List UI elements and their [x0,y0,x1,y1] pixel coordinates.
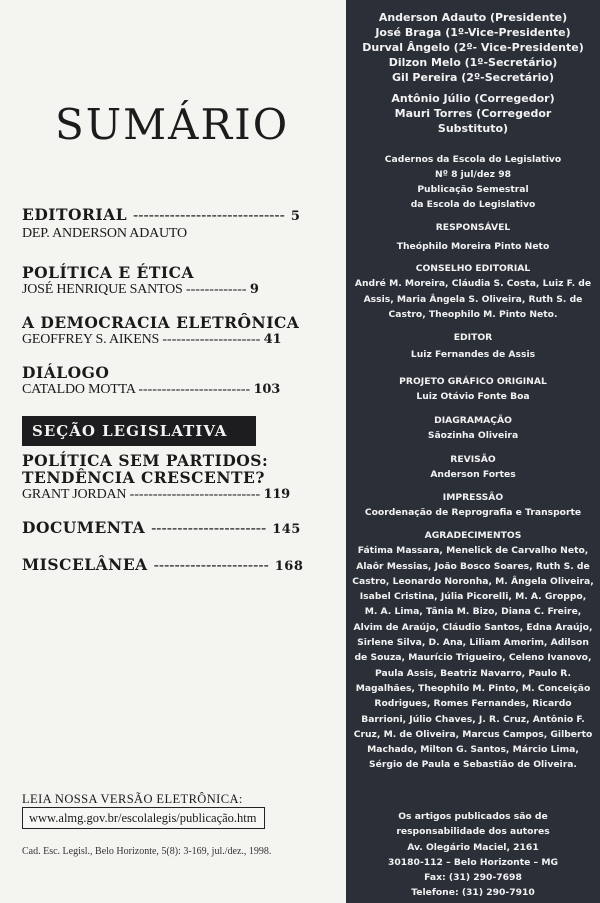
credit-value: Sãozinha Oliveira [427,430,519,442]
masthead-panel [346,0,600,903]
officer: Durval Ângelo (2º- Vice-Presidente) [362,41,584,54]
entry-title: MISCELÂNEA [22,555,148,574]
impressao-block [346,490,600,521]
entry-author: GRANT JORDAN [22,487,127,502]
footer-line: Telefone: (31) 290-7910 [411,887,535,899]
credit-heading: REVISÃO [450,454,496,465]
publication-line: Cadernos da Escola do Legislativo [384,154,562,165]
electronic-version-label: LEIA NOSSA VERSÃO ELETRÔNICA: [22,792,243,806]
editor-block [346,330,600,363]
entry-author: CATALDO MOTTA [22,382,135,397]
toc-entry-democracia[interactable] [22,314,342,348]
officer: Antônio Júlio (Corregedor) [391,92,555,105]
entry-author: DEP. ANDERSON ADAUTO [22,226,187,241]
officer: Anderson Adauto (Presidente) [378,11,568,24]
officer: Mauri Torres (Corregedor [394,107,552,120]
entry-author: JOSÉ HENRIQUE SANTOS [22,282,183,297]
agradecimentos-block [346,528,600,773]
leader-dots: ---------------------- [151,519,267,537]
revisao-block [346,452,600,483]
website-link[interactable]: www.almg.gov.br/escolalegis/publicação.htm [22,807,265,829]
entry-title-line1: POLÍTICA SEM PARTIDOS: [22,451,269,470]
entry-title-line2: TENDÊNCIA CRESCENTE? [22,468,265,487]
page-number: 168 [274,559,304,574]
credit-heading: DIAGRAMAÇÃO [434,415,512,426]
credit-heading: EDITOR [453,332,493,343]
leader-dots: --------------------- [162,332,261,347]
credit-heading: RESPONSÁVEL [435,222,511,233]
leader-dots: ----------------------------- [133,206,285,224]
credit-value: Luiz Fernandes de Assis [410,349,536,361]
citation: Cad. Esc. Legisl., Belo Horizonte, 5(8): 3-169, jul./dez., 1998. [22,846,272,857]
leader-dots: ---------------------- [153,556,269,574]
toc-entry-documenta[interactable] [22,519,342,538]
entry-title: POLÍTICA E ÉTICA [22,263,195,282]
footer-line: Av. Olegário Maciel, 2161 [407,841,539,853]
credit-value: Anderson Fortes [430,469,516,481]
page-number: 103 [253,382,281,397]
page-number: 9 [249,282,259,297]
credit-value: Luiz Otávio Fonte Boa [416,391,530,403]
publication-info [346,152,600,212]
responsavel-block [346,220,600,255]
officers-list [346,10,600,136]
officer: Dilzon Melo (1º-Secretário) [388,56,558,69]
projeto-block [346,374,600,405]
page-number: 145 [272,522,301,537]
credit-heading: PROJETO GRÁFICO ORIGINAL [399,376,547,387]
page-number: 119 [263,487,291,502]
leader-dots: ------------- [185,282,247,297]
publication-line: da Escola do Legislativo [410,199,536,210]
toc-entry-politica-etica[interactable] [22,264,342,298]
credit-heading: AGRADECIMENTOS [424,530,522,541]
diagramacao-block [346,413,600,444]
footer-line: 30180-112 – Belo Horizonte – MG [387,856,559,868]
toc-entry-partidos[interactable] [22,452,342,503]
credit-value: Coordenação de Reprografia e Transporte [364,507,582,519]
section-label: SEÇÃO LEGISLATIVA [22,416,256,446]
page-title: SUMÁRIO [55,100,290,149]
toc-entry-editorial[interactable] [22,206,342,242]
publication-line: Nº 8 jul/dez 98 [435,169,511,180]
footer-line: responsabilidade dos autores [396,826,550,838]
conselho-block [346,261,600,322]
page-number: 5 [290,209,301,224]
publication-line: Publicação Semestral [417,184,529,195]
credit-value: Fátima Massara, Menelick de Carvalho Neto, Alaôr Messias, João Bosco Soares, Ruth S. de Castro, Leonardo Noronha, M. Ângela Oliveira, Isabel Cristina, Júlia Picorelli, M. A. Groppo, M. A. Lima, Tânia M. Bizo, Diana C. Freire, Alvim de Araújo, Cláudio Santos, Edna Araújo, Sirlene Silva, D. Ana, Liliam Amorim, Adilson de Souza, Maurício Trigueiro, Celeno Ivanovo, Paula Assis, Beatriz Navarro, Paulo R. Magalhães, Theophilo M. Pinto, M. Conceição Rodrigues, Romes Fernandes, Ricardo Barrioni, Júlio Chaves, J. R. Cruz, Antônio F. Cruz, M. de Oliveira, Marcus Campos, Gilberto Machado, Milton G. Santos, Márcio Lima, Sérgio de Paula e Sebastião de Oliveira. [352,545,594,771]
leader-dots: ---------------------------- [129,487,261,502]
entry-title: A DEMOCRACIA ELETRÔNICA [22,313,300,332]
toc-entry-miscelanea[interactable] [22,556,342,575]
officer: Gil Pereira (2º-Secretário) [392,71,554,84]
footer-line: Os artigos publicados são de [398,811,548,822]
officer: Substituto) [437,122,509,135]
toc-entry-dialogo[interactable] [22,364,342,398]
page-number: 41 [263,332,282,347]
entry-title: DIÁLOGO [22,363,110,382]
masthead-footer [346,809,600,901]
credit-value: André M. Moreira, Cláudia S. Costa, Luiz F. de Assis, Maria Ângela S. Oliveira, Ruth S. de Castro, Theophilo M. Pinto Neto. [354,278,592,320]
credit-heading: IMPRESSÃO [442,492,504,503]
credit-heading: CONSELHO EDITORIAL [415,263,531,274]
entry-title: DOCUMENTA [22,518,146,537]
entry-title: EDITORIAL [22,205,128,224]
entry-author: GEOFFREY S. AIKENS [22,332,160,347]
footer-line: Fax: (31) 290-7698 [424,872,522,884]
officer: José Braga (1º-Vice-Presidente) [375,26,571,39]
leader-dots: ------------------------ [138,382,251,397]
credit-value: Theóphilo Moreira Pinto Neto [396,241,550,253]
